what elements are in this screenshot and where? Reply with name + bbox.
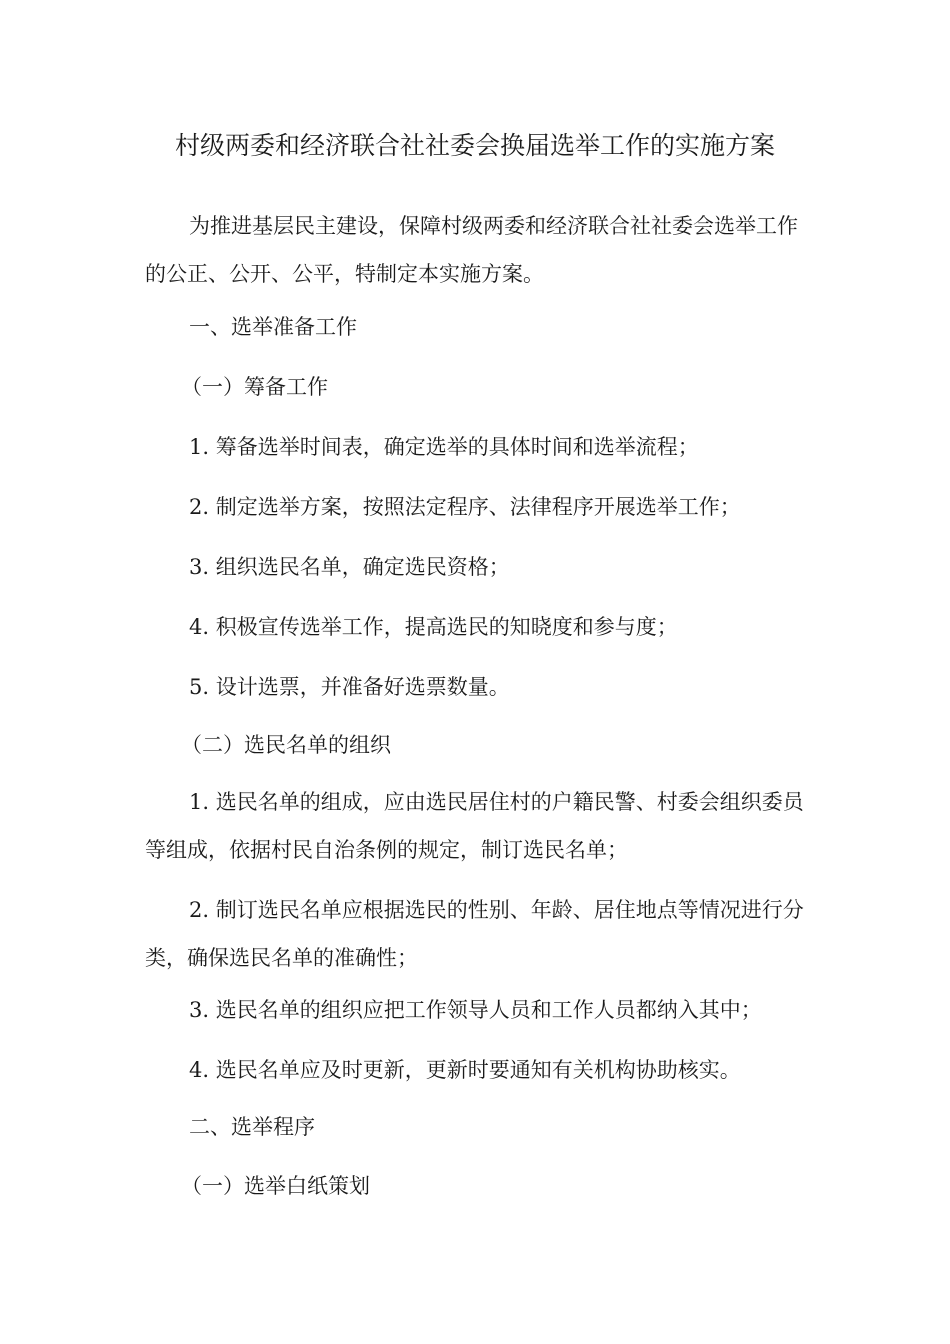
list-item: 1. 筹备选举时间表，确定选举的具体时间和选举流程； — [189, 435, 699, 459]
list-item: 3. 选民名单的组织应把工作领导人员和工作人员都纳入其中； — [189, 998, 762, 1022]
list-item: 2. 制定选举方案，按照法定程序、法律程序开展选举工作； — [189, 495, 741, 519]
list-item: 4. 积极宣传选举工作，提高选民的知晓度和参与度； — [189, 615, 678, 639]
subsection-heading-2: （二）选民名单的组织 — [181, 733, 391, 757]
list-item: 2. 制订选民名单应根据选民的性别、年龄、居住地点等情况进行分类，确保选民名单的准确性； — [145, 898, 804, 970]
section-heading-1: 一、选举准备工作 — [189, 315, 357, 339]
intro-paragraph: 为推进基层民主建设，保障村级两委和经济联合社社委会选举工作的公正、公开、公平，特制定本实施方案。 — [145, 214, 798, 286]
list-item: 3. 组织选民名单，确定选民资格； — [189, 555, 510, 579]
list-item: 4. 选民名单应及时更新，更新时要通知有关机构协助核实。 — [189, 1058, 741, 1082]
list-item: 1. 选民名单的组成，应由选民居住村的户籍民警、村委会组织委员等组成，依据村民自治条例的规定，制订选民名单； — [145, 790, 804, 862]
subsection-heading-1: （一）筹备工作 — [181, 375, 328, 399]
list-item: 5. 设计选票，并准备好选票数量。 — [189, 675, 510, 699]
subsection-heading-3: （一）选举白纸策划 — [181, 1174, 370, 1198]
document-title: 村级两委和经济联合社社委会换届选举工作的实施方案 — [174, 131, 775, 160]
section-heading-2: 二、选举程序 — [189, 1115, 315, 1139]
